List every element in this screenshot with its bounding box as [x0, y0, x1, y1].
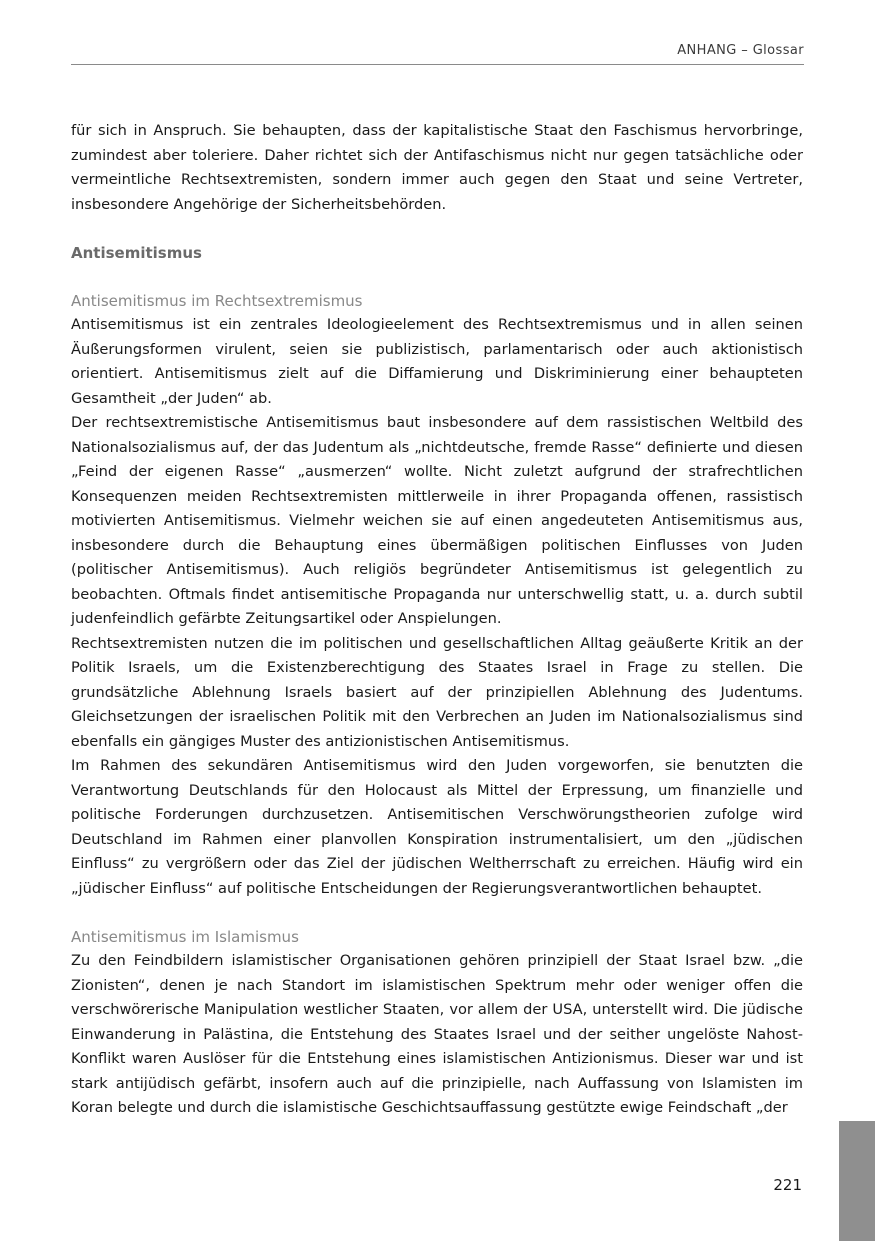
- paragraph: Rechtsextremisten nutzen die im politischen und gesellschaftlichen Alltag geäußerte Kritik an der Politik Israels, um die Existenzberechtigung des Staates Israel in Frage zu stellen. Die grundsätzliche Ablehnung Israels basiert auf der prinzipiellen Ablehnung des Judentums. Gleichsetzungen der israelischen Politik mit den Verbrechen an Juden im Nationalsozialismus sind ebenfalls ein gängiges Muster des antizionistischen Antisemitismus.: [71, 634, 803, 750]
- chapter-thumb-tab: [839, 1121, 875, 1241]
- page-body: [71, 119, 803, 1121]
- header-divider: [71, 64, 804, 65]
- running-header: ANHANG – Glossar: [677, 43, 804, 58]
- page-number: 221: [773, 1176, 802, 1194]
- paragraph: Zu den Feindbildern islamistischer Organisationen gehören prinzipiell der Staat Israel bzw. „die Zionisten“, denen je nach Standort im islamistischen Spektrum mehr oder weniger offen die verschwörerische Manipulation westlicher Staaten, vor allem der USA, unterstellt wird. Die jüdische Einwanderung in Palästina, die Entstehung des Staates Israel und der seither ungelöste Nahost-Konflikt waren Auslöser für die Entstehung eines islamistischen Antizionismus. Dieser war und ist stark antijüdisch gefärbt, insofern auch auf die prinzipielle, nach Auffassung von Islamisten im Koran belegte und durch die islamistische Geschichtsauffassung gestützte ewige Feindschaft „der: [71, 952, 803, 1116]
- paragraph: Der rechtsextremistische Antisemitismus baut insbesondere auf dem rassistischen Weltbild des Nationalsozialismus auf, der das Judentum als „nichtdeutsche, fremde Rasse“ definierte und diesen „Feind der eigenen Rasse“ „ausmerzen“ wollte. Nicht zuletzt aufgrund der strafrechtlichen Konsequenzen meiden Rechtsextremisten mittlerweile in ihrer Propaganda offenen, rassistisch motivierten Antisemitismus. Vielmehr weichen sie auf einen angedeuteten Antisemitismus aus, insbesondere durch die Behauptung eines übermäßigen politischen Einflusses von Juden (politischer Antisemitismus). Auch religiös begründeter Antisemitismus ist gelegentlich zu beobachten. Oftmals findet antisemitische Propaganda nur unterschwellig statt, u. a. durch subtil judenfeindlich gefärbte Zeitungsartikel oder Anspielungen.: [71, 414, 803, 627]
- intro-paragraph: für sich in Anspruch. Sie behaupten, dass der kapitalistische Staat den Faschismus hervorbringe, zumindest aber toleriere. Daher richtet sich der Antifaschismus nicht nur gegen tatsächliche oder vermeintliche Rechtsextremisten, sondern immer auch gegen den Staat und seine Vertreter, insbesondere Angehörige der Sicherheitsbehörden.: [71, 122, 803, 213]
- section-spacer: [71, 901, 803, 925]
- subsection-heading-islamismus: Antisemitismus im Islamismus: [71, 928, 299, 946]
- subsection-heading-rechtsextremismus: Antisemitismus im Rechtsextremismus: [71, 292, 363, 310]
- paragraph: Antisemitismus ist ein zentrales Ideologieelement des Rechtsextremismus und in allen seinen Äußerungsformen virulent, seien sie publizistisch, parlamentarisch oder auch aktionistisch orientiert. Antisemitismus zielt auf die Diffamierung und Diskriminierung einer behaupteten Gesamtheit „der Juden“ ab.: [71, 316, 803, 407]
- paragraph: Im Rahmen des sekundären Antisemitismus wird den Juden vorgeworfen, sie benutzten die Verantwortung Deutschlands für den Holocaust als Mittel der Erpressung, um finanzielle und politische Forderungen durchzusetzen. Antisemitischen Verschwörungstheorien zufolge wird Deutschland im Rahmen einer planvollen Konspiration instrumentalisiert, um den „jüdischen Einfluss“ zu vergrößern oder das Ziel der jüdischen Weltherrschaft zu erreichen. Häufig wird ein „jüdischer Einfluss“ auf politische Entscheidungen der Regierungsverantwortlichen behauptet.: [71, 757, 803, 897]
- section-heading: Antisemitismus: [71, 244, 202, 262]
